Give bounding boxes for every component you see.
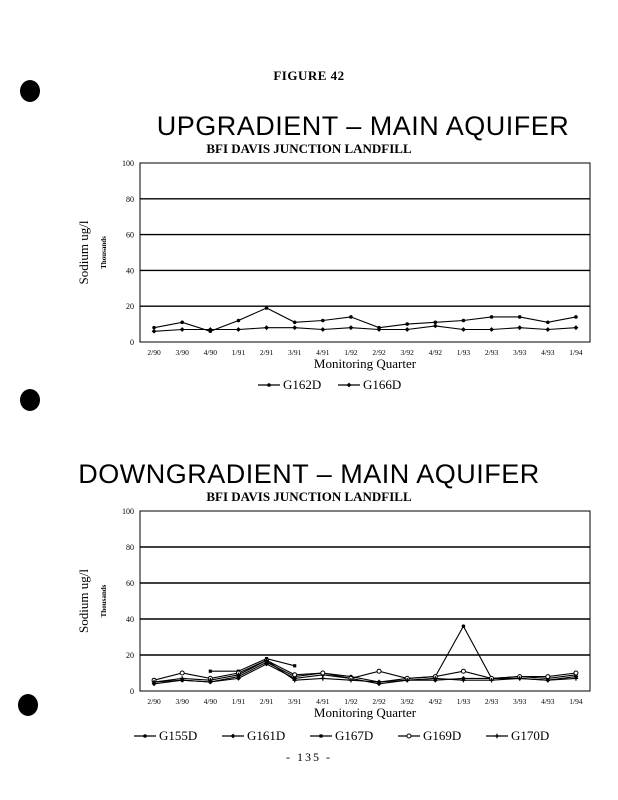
chart-2-series-G169D-point — [180, 671, 184, 675]
chart-1-series-G166D-point — [152, 329, 157, 334]
chart-1-series-G166D-point — [574, 325, 579, 330]
chart-2-series-G169D-point — [574, 671, 578, 675]
chart-1-series-G166D-point — [320, 327, 325, 332]
chart-2-x-tick-label: 4/92 — [428, 697, 442, 706]
chart-1-series-G166D-point — [461, 327, 466, 332]
chart-2-x-tick-label: 4/91 — [316, 697, 330, 706]
chart-1-y-tick-label: 60 — [126, 230, 134, 240]
chart-2-y-tick-label: 80 — [126, 543, 134, 552]
chart-1-series-G166D-point — [489, 327, 494, 332]
chart-2-legend-label: G170D — [511, 728, 550, 743]
chart-1-y-tick-label: 40 — [126, 266, 134, 276]
chart-1-x-tick-label: 4/91 — [316, 348, 330, 357]
chart-2-y-tick-label: 0 — [130, 687, 134, 696]
chart-1-series-G166D-point — [349, 325, 354, 330]
chart-1-series-G162D-point — [265, 306, 269, 310]
chart-1-y-tick-label: 0 — [130, 338, 134, 347]
chart-1-series-G162D-point — [574, 315, 578, 319]
chart-1-x-tick-label: 2/93 — [484, 348, 499, 357]
chart-2-legend-marker — [407, 734, 411, 738]
chart-2-legend-marker — [143, 734, 147, 738]
chart-2-legend-marker — [319, 734, 322, 737]
chart-1-legend-marker — [347, 383, 352, 388]
upgradient-chart — [0, 155, 618, 395]
chart-1-series-G162D-point — [462, 319, 466, 323]
chart-2-x-tick-label: 4/90 — [203, 697, 217, 706]
chart-1-series-G166D-point — [433, 323, 438, 328]
chart-2-legend-label: G169D — [423, 728, 462, 743]
chart-2-series-G169D-line — [154, 660, 576, 680]
chart-1-y-tick-label: 100 — [122, 159, 134, 168]
chart-1-x-tick-label: 3/91 — [288, 348, 302, 357]
chart-2-x-tick-label: 2/92 — [372, 697, 386, 706]
chart-1-legend-label: G162D — [283, 377, 322, 392]
chart-2-x-tick-label: 2/93 — [484, 697, 499, 706]
chart-2-legend-label: G155D — [159, 728, 198, 743]
chart-2-series-G167D-point — [209, 670, 212, 673]
chart-2-series-G155D-point — [462, 624, 466, 628]
chart-2-x-axis-label: Monitoring Quarter — [313, 705, 417, 720]
chart-1-x-tick-label: 1/94 — [569, 348, 583, 357]
chart-2-x-tick-label: 3/91 — [288, 697, 302, 706]
chart-2-x-tick-label: 1/92 — [344, 697, 358, 706]
chart-1-series-G162D-point — [321, 319, 325, 323]
chart-1-y-axis-unit: Thousands — [100, 236, 108, 269]
chart-2-series-G170D-point — [321, 676, 325, 680]
chart-1-y-tick-label: 80 — [126, 194, 134, 204]
chart-1-x-tick-label: 3/93 — [513, 348, 527, 357]
chart-1-series-G162D-point — [237, 319, 241, 323]
chart-1-series-G162D-point — [293, 321, 297, 325]
downgradient-chart — [0, 503, 618, 753]
chart-1-series-G166D-point — [545, 327, 550, 332]
chart-2-y-tick-label: 60 — [126, 579, 134, 588]
chart-1-x-tick-label: 3/92 — [400, 348, 414, 357]
chart-1-y-tick-label: 20 — [126, 302, 134, 312]
chart-2-series-G167D-point — [293, 664, 296, 667]
chart-1-legend-marker — [267, 383, 271, 387]
chart-1-series-G166D-point — [180, 327, 185, 332]
chart-1-x-tick-label: 1/91 — [231, 348, 246, 357]
chart-2-series-G169D-point — [461, 669, 465, 673]
chart-1-series-G166D-point — [264, 325, 269, 330]
chart-1-series-G162D-point — [518, 315, 522, 319]
chart-2-series-G169D-point — [377, 669, 381, 673]
chart-2-legend-label: G167D — [335, 728, 374, 743]
chart-2-legend-marker — [495, 734, 499, 738]
chart-1-subtitle: BFI DAVIS JUNCTION LANDFILL — [206, 141, 412, 156]
chart-2-title: DOWNGRADIENT – MAIN AQUIFER — [78, 459, 540, 489]
chart-1-legend-label: G166D — [363, 377, 402, 392]
chart-2-x-tick-label: 4/93 — [541, 697, 555, 706]
chart-1-x-axis-label: Monitoring Quarter — [313, 356, 417, 371]
chart-1-series-G166D-point — [236, 327, 241, 332]
chart-2-x-tick-label: 3/90 — [175, 697, 189, 706]
chart-2-series-G169D-point — [293, 673, 297, 677]
chart-2-x-tick-label: 1/91 — [231, 697, 246, 706]
chart-1-series-G166D-point — [517, 325, 522, 330]
chart-1-x-tick-label: 4/93 — [541, 348, 555, 357]
chart-2-x-tick-label: 2/90 — [147, 697, 161, 706]
chart-1-x-tick-label: 4/92 — [428, 348, 442, 357]
chart-1-plot-area — [140, 163, 590, 342]
chart-2-x-tick-label: 2/91 — [259, 697, 274, 706]
chart-1-x-tick-label: 1/92 — [344, 348, 358, 357]
chart-1-x-tick-label: 2/90 — [147, 348, 161, 357]
chart-2-y-axis-label: Sodium ug/l — [76, 569, 91, 633]
chart-1-series-G162D-point — [180, 321, 184, 325]
chart-2-y-tick-label: 40 — [126, 615, 134, 624]
chart-2-x-tick-label: 1/94 — [569, 697, 583, 706]
chart-2-series-G169D-point — [321, 671, 325, 675]
page-number: - 135 - — [286, 750, 332, 764]
chart-2-legend-marker — [231, 734, 236, 739]
chart-1-y-axis-label: Sodium ug/l — [76, 220, 91, 285]
chart-2-x-tick-label: 3/93 — [513, 697, 527, 706]
chart-1-x-tick-label: 3/90 — [175, 348, 189, 357]
chart-1-series-G166D-point — [292, 325, 297, 330]
chart-2-y-tick-label: 20 — [126, 651, 134, 660]
chart-1-x-tick-label: 4/90 — [203, 348, 217, 357]
chart-1-series-G162D-point — [490, 315, 494, 319]
chart-2-x-tick-label: 3/92 — [400, 697, 414, 706]
chart-1-series-G166D-point — [405, 327, 410, 332]
chart-1-x-tick-label: 2/91 — [259, 348, 274, 357]
chart-2-y-axis-unit: Thousands — [100, 584, 108, 618]
chart-1-series-G162D-point — [349, 315, 353, 319]
chart-2-y-tick-label: 100 — [122, 507, 134, 516]
chart-2-legend-label: G161D — [247, 728, 286, 743]
chart-2-x-tick-label: 1/93 — [456, 697, 471, 706]
chart-2-series-G155D-line — [154, 626, 576, 682]
figure-label: FIGURE 42 — [273, 68, 345, 83]
chart-2-plot-area — [140, 511, 590, 691]
chart-1-series-G162D-point — [405, 322, 409, 326]
chart-1-x-tick-label: 2/92 — [372, 348, 386, 357]
chart-1-title: UPGRADIENT – MAIN AQUIFER — [156, 111, 570, 141]
chart-1-series-G162D-point — [546, 321, 550, 325]
chart-1-x-tick-label: 1/93 — [456, 348, 471, 357]
chart-2-subtitle: BFI DAVIS JUNCTION LANDFILL — [206, 489, 412, 504]
